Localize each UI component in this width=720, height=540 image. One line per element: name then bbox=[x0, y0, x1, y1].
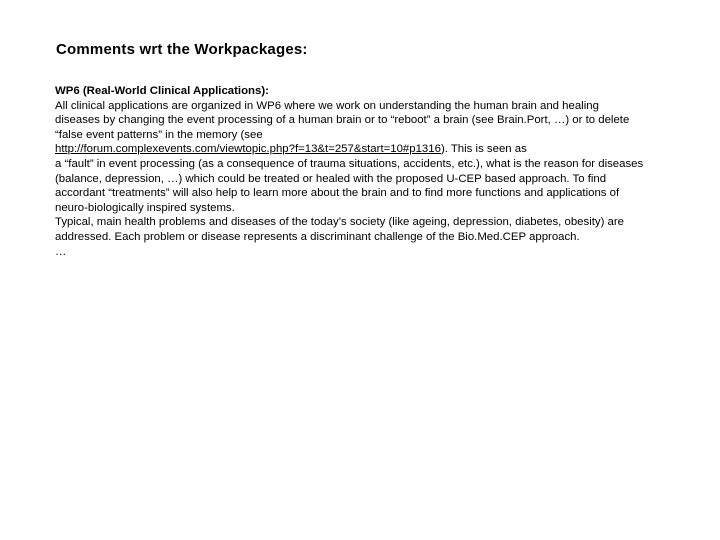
section-heading: WP6 (Real-World Clinical Applications): bbox=[55, 85, 269, 97]
body-line-10: addressed. Each problem or disease represents a discriminant challenge of the Bio.Med.CEP approach. bbox=[55, 230, 580, 243]
link-trailing-text: ). This is seen as bbox=[440, 143, 527, 156]
slide-title: Comments wrt the Workpackages: bbox=[56, 41, 308, 58]
body-line-9: Typical, main health problems and diseases of the today’s society (like ageing, depression, diabetes, obesity) are bbox=[55, 216, 625, 229]
body-line-5: a “fault” in event processing (as a consequence of trauma situations, accidents, etc.), what is the reason for diseases bbox=[55, 157, 644, 170]
forum-link[interactable]: http://forum.complexevents.com/viewtopic.php?f=13&t=257&start=10#p1316 bbox=[55, 143, 441, 156]
body-line-6: (balance, depression, …) which could be treated or healed with the proposed U-CEP based approach. To find bbox=[55, 172, 607, 185]
slide-body bbox=[55, 84, 695, 259]
body-line-1: All clinical applications are organized in WP6 where we work on understanding the human brain and healing bbox=[55, 99, 599, 112]
body-ellipsis: … bbox=[55, 245, 67, 258]
body-line-8: neuro-biologically inspired systems. bbox=[55, 201, 235, 214]
body-line-link bbox=[55, 142, 695, 157]
body-line-2: diseases by changing the event processing of a human brain or to “reboot” a brain (see Brain.Port, …) or to delete bbox=[55, 114, 630, 127]
body-line-3: “false event patterns” in the memory (see bbox=[55, 128, 263, 141]
body-line-7: accordant “treatments” will also help to learn more about the brain and to find more functions and applications of bbox=[55, 187, 620, 200]
